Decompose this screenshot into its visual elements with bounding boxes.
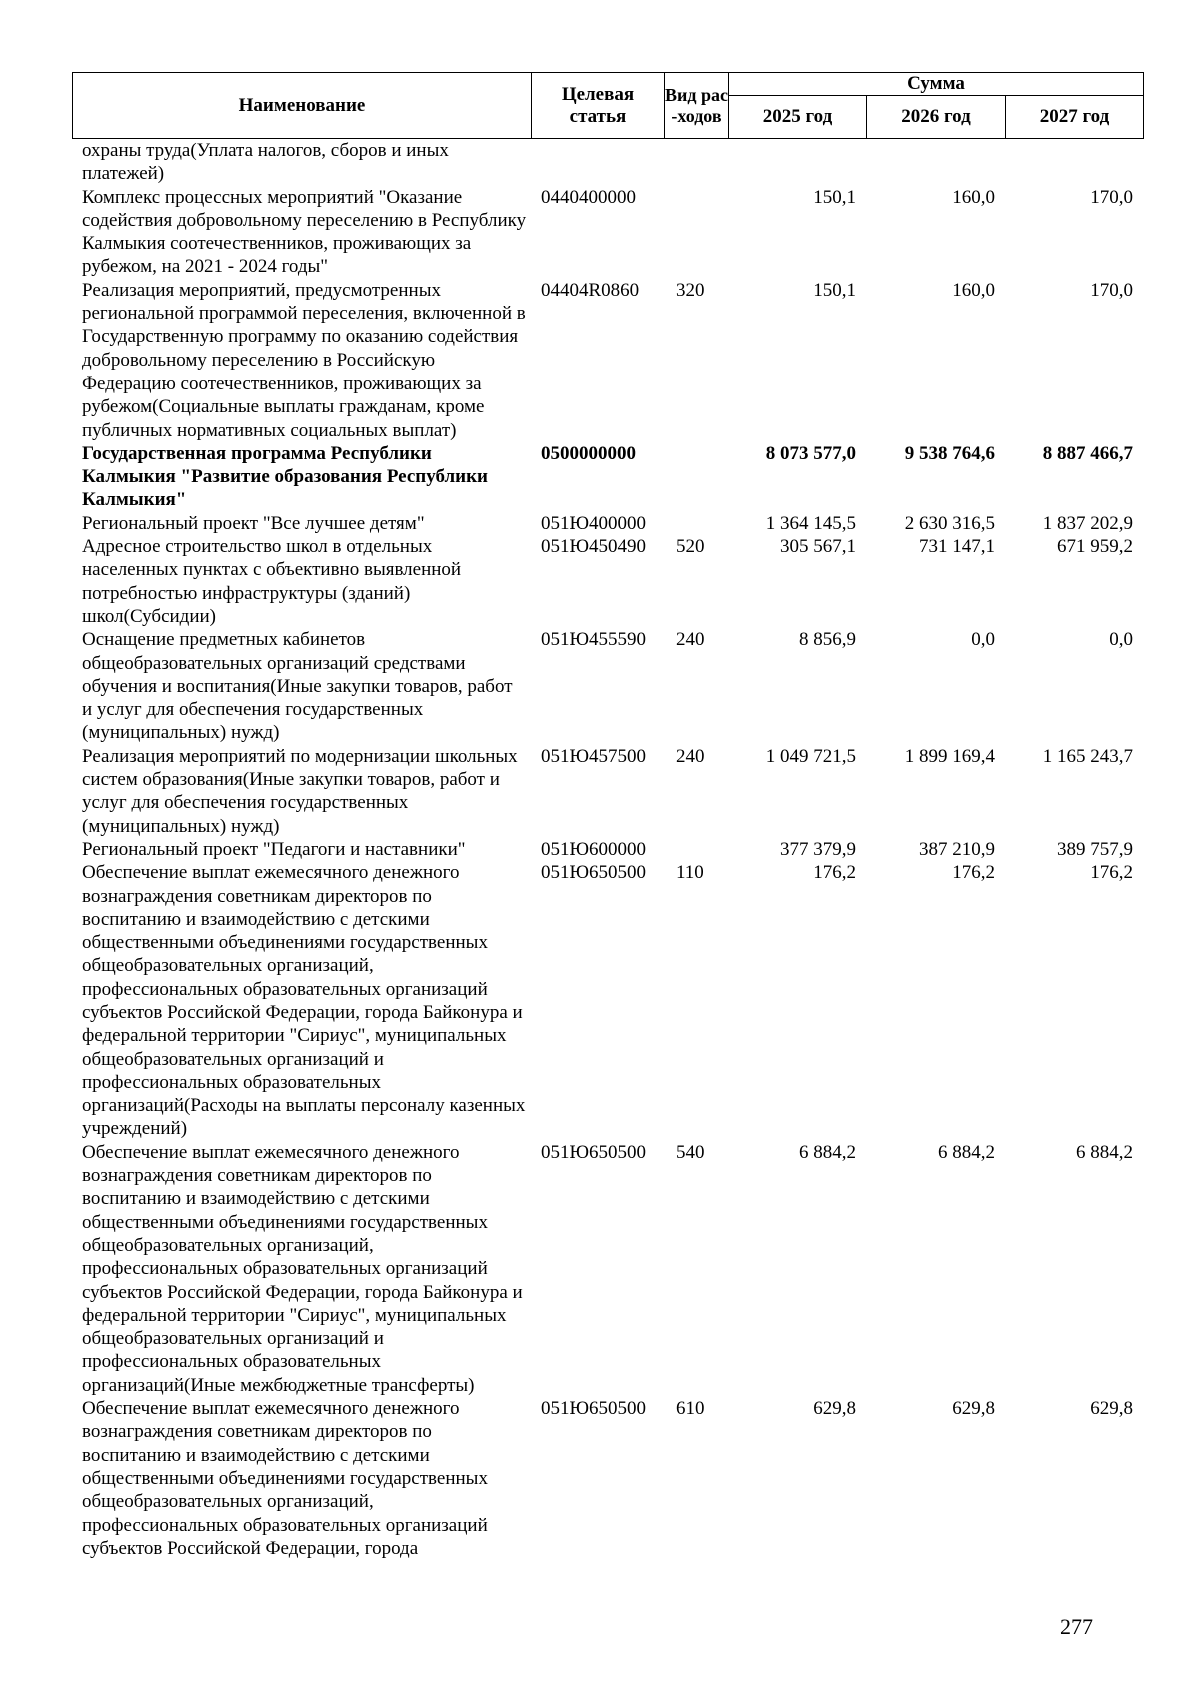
cell-type: 240 xyxy=(676,745,705,767)
budget-table-sheet xyxy=(72,72,1143,1560)
table-row xyxy=(72,512,1143,535)
header-name: Наименование xyxy=(73,73,532,139)
cell-v2025: 6 884,2 xyxy=(799,1141,856,1163)
cell-v2027: 389 757,9 xyxy=(1057,838,1133,860)
cell-v2026: 160,0 xyxy=(952,186,995,208)
cell-v2025: 1 049 721,5 xyxy=(765,745,856,767)
cell-v2026: 6 884,2 xyxy=(938,1141,995,1163)
cell-type xyxy=(664,139,728,186)
table-row xyxy=(72,279,1143,442)
cell-v2026: 387 210,9 xyxy=(919,838,995,860)
cell-v2027: 1 837 202,9 xyxy=(1042,512,1133,534)
cell-v2025: 176,2 xyxy=(813,862,856,884)
table-row xyxy=(72,442,1143,512)
cell-v2027: 6 884,2 xyxy=(1076,1141,1133,1163)
table-row xyxy=(72,1397,1143,1560)
page-number: 277 xyxy=(1060,1614,1093,1639)
table-body xyxy=(72,139,1143,1560)
cell-name: Государственная программа Республики Калмыкия "Развитие образования Республики Калмыкия" xyxy=(82,442,488,511)
cell-type: 520 xyxy=(676,536,705,558)
cell-code: 051Ю650500 xyxy=(541,862,647,884)
cell-name: Оснащение предметных кабинетов общеобразовательных организаций средствами обучения и воспитания(Иные закупки товаров, работ и услуг для обеспечения государственных (муниципальных) нужд) xyxy=(82,629,513,744)
table-row xyxy=(72,139,1143,186)
cell-code: 051Ю457500 xyxy=(541,745,647,767)
cell-code: 051Ю600000 xyxy=(541,838,647,860)
header-target: Целевая статья xyxy=(532,73,665,139)
header-sum: Сумма xyxy=(729,73,1144,96)
cell-v2026: 9 538 764,6 xyxy=(904,442,995,464)
cell-v2026: 731 147,1 xyxy=(919,536,995,558)
table-header xyxy=(72,72,1144,139)
cell-code: 051Ю400000 xyxy=(541,512,647,534)
cell-code: 051Ю455590 xyxy=(541,629,647,651)
cell-type: 240 xyxy=(676,629,705,651)
cell-v2027: 170,0 xyxy=(1090,279,1133,301)
cell-name: Реализация мероприятий, предусмотренных региональной программой переселения, включенной в Государственную программу по оказанию содействия добровольному переселению в Российскую Федерацию соотечественников, проживающих за рубежом(Социальные выплаты гражданам, кроме публичных нормативных социальных выплат) xyxy=(82,279,526,441)
cell-v2026: 0,0 xyxy=(971,629,995,651)
cell-v2027 xyxy=(1005,139,1143,186)
table-row xyxy=(72,186,1143,279)
cell-type xyxy=(664,838,728,861)
cell-code: 051Ю450490 xyxy=(541,536,647,558)
cell-type xyxy=(664,442,728,512)
table-row xyxy=(72,861,1143,1141)
cell-v2026 xyxy=(866,139,1005,186)
cell-name: Региональный проект "Педагоги и наставники" xyxy=(82,838,466,860)
cell-v2027: 1 165 243,7 xyxy=(1042,745,1133,767)
cell-name: Региональный проект "Все лучшее детям" xyxy=(82,512,425,534)
cell-type: 110 xyxy=(676,862,704,884)
cell-v2027: 8 887 466,7 xyxy=(1042,442,1133,464)
cell-code: 0500000000 xyxy=(541,442,636,464)
cell-v2025: 377 379,9 xyxy=(780,838,856,860)
cell-v2025 xyxy=(728,139,866,186)
cell-v2027: 629,8 xyxy=(1090,1398,1133,1420)
cell-v2027: 170,0 xyxy=(1090,186,1133,208)
table-row xyxy=(72,1141,1143,1397)
cell-v2026: 2 630 316,5 xyxy=(904,512,995,534)
cell-name: Обеспечение выплат ежемесячного денежного вознаграждения советникам директоров по воспитанию и взаимодействию с детскими общественными объединениями государственных общеобразовательных организаций, профессиональных образовательных организаций субъектов Российской Федерации, города xyxy=(82,1398,488,1559)
cell-v2026: 629,8 xyxy=(952,1398,995,1420)
cell-code: 051Ю650500 xyxy=(541,1398,647,1420)
cell-v2025: 305 567,1 xyxy=(780,536,856,558)
table-row xyxy=(72,535,1143,628)
cell-v2026: 176,2 xyxy=(952,862,995,884)
cell-type: 320 xyxy=(676,279,705,301)
cell-code: 0440400000 xyxy=(541,186,636,208)
cell-v2025: 8 856,9 xyxy=(799,629,856,651)
cell-name: Комплекс процессных мероприятий "Оказание содействия добровольному переселению в Республику Калмыкия соотечественников, проживающих за рубежом, на 2021 - 2024 годы" xyxy=(82,186,527,278)
cell-code: 04404R0860 xyxy=(541,279,640,301)
header-type: Вид рас-ходов xyxy=(665,73,729,139)
cell-v2025: 8 073 577,0 xyxy=(765,442,856,464)
cell-name: Реализация мероприятий по модернизации школьных систем образования(Иные закупки товаров, работ и услуг для обеспечения государственных (муниципальных) нужд) xyxy=(82,745,518,837)
cell-v2025: 629,8 xyxy=(813,1398,856,1420)
table-row xyxy=(72,745,1143,838)
cell-v2027: 176,2 xyxy=(1090,862,1133,884)
cell-name: Обеспечение выплат ежемесячного денежного вознаграждения советникам директоров по воспитанию и взаимодействию с детскими общественными объединениями государственных общеобразовательных организаций, профессиональных образовательных организаций субъектов Российской Федерации, города Байконура и федеральной территории "Сириус", муниципальных общеобразовательных организаций и профессиональных образовательных организаций(Расходы на выплаты персоналу казенных учреждений) xyxy=(82,862,526,1140)
header-2027: 2027 год xyxy=(1006,96,1144,139)
cell-v2027: 0,0 xyxy=(1109,629,1133,651)
table-row xyxy=(72,628,1143,744)
cell-code xyxy=(531,139,664,186)
cell-type xyxy=(664,186,728,279)
cell-type xyxy=(664,512,728,535)
cell-name: Адресное строительство школ в отдельных населенных пунктах с объективно выявленной потребностью инфраструктуры (зданий) школ(Субсидии) xyxy=(82,536,462,627)
header-2025: 2025 год xyxy=(729,96,867,139)
cell-name: Обеспечение выплат ежемесячного денежного вознаграждения советникам директоров по воспитанию и взаимодействию с детскими общественными объединениями государственных общеобразовательных организаций, профессиональных образовательных организаций субъектов Российской Федерации, города Байконура и федеральной территории "Сириус", муниципальных общеобразовательных организаций и профессиональных образовательных организаций(Иные межбюджетные трансферты) xyxy=(82,1141,523,1396)
cell-v2027: 671 959,2 xyxy=(1057,536,1133,558)
cell-type: 610 xyxy=(676,1398,705,1420)
cell-type: 540 xyxy=(676,1141,705,1163)
cell-code: 051Ю650500 xyxy=(541,1141,647,1163)
cell-v2025: 1 364 145,5 xyxy=(765,512,856,534)
table-row xyxy=(72,838,1143,861)
cell-v2026: 1 899 169,4 xyxy=(904,745,995,767)
cell-v2025: 150,1 xyxy=(813,186,856,208)
cell-v2026: 160,0 xyxy=(952,279,995,301)
cell-v2025: 150,1 xyxy=(813,279,856,301)
cell-name: охраны труда(Уплата налогов, сборов и иных платежей) xyxy=(82,140,449,185)
header-2026: 2026 год xyxy=(867,96,1006,139)
